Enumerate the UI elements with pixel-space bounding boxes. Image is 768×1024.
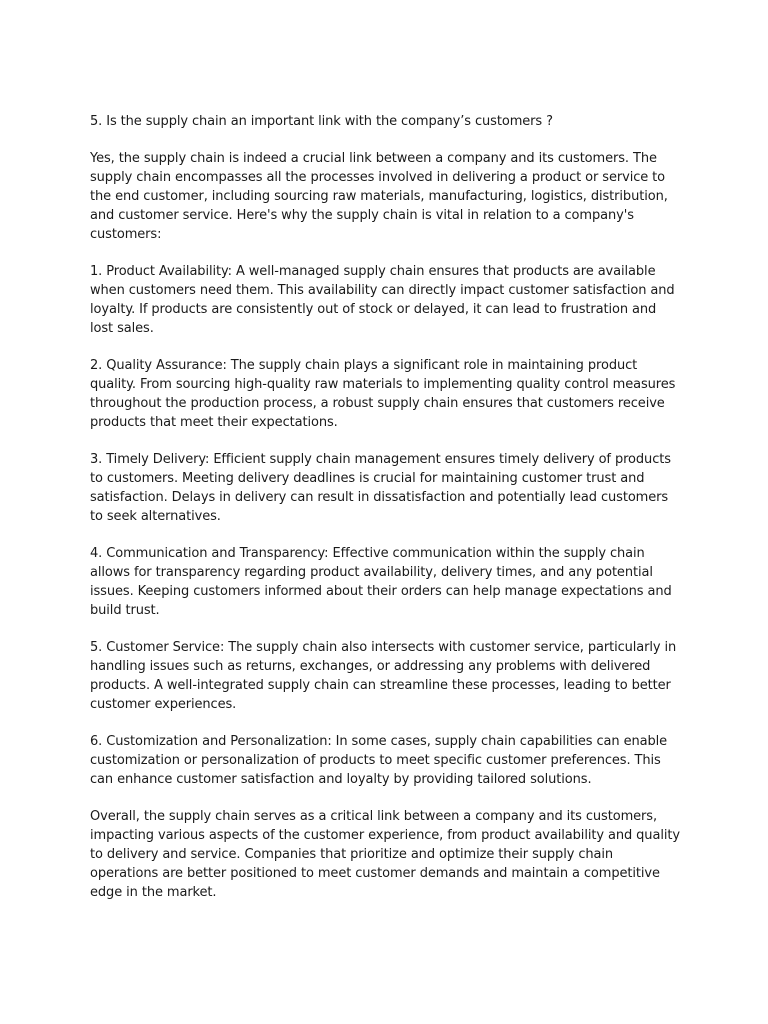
intro-paragraph: Yes, the supply chain is indeed a crucial link between a company and its customers. The supply chain encompasses all the processes involved in delivering a product or service to the end customer, including sourcing raw materials, manufacturing, logistics, distribution, and customer service. Here's why the supply chain is vital in relation to a company's customers:: [90, 151, 668, 242]
point-timely-delivery: 3. Timely Delivery: Efficient supply chain management ensures timely delivery of products to customers. Meeting delivery deadlines is crucial for maintaining customer trust and satisfaction. Delays in delivery can result in dissatisfaction and potentially lead customers to seek alternatives.: [90, 452, 671, 524]
point-product-availability: 1. Product Availability: A well-managed supply chain ensures that products are available when customers need them. This availability can directly impact customer satisfaction and loyalty. If products are consistently out of stock or delayed, it can lead to frustration and lost sales.: [90, 264, 675, 336]
document-page: [90, 112, 682, 920]
point-customer-service: 5. Customer Service: The supply chain also intersects with customer service, particularly in handling issues such as returns, exchanges, or addressing any problems with delivered products. A well-integrated supply chain can streamline these processes, leading to better customer experiences.: [90, 640, 677, 712]
point-quality-assurance: 2. Quality Assurance: The supply chain plays a significant role in maintaining product quality. From sourcing high-quality raw materials to implementing quality control measures throughout the production process, a robust supply chain ensures that customers receive products that meet their expectations.: [90, 358, 676, 430]
point-communication-transparency: 4. Communication and Transparency: Effective communication within the supply chain allows for transparency regarding product availability, delivery times, and any potential issues. Keeping customers informed about their orders can help manage expectations and build trust.: [90, 546, 672, 618]
point-customization-personalization: 6. Customization and Personalization: In some cases, supply chain capabilities can enable customization or personalization of products to meet specific customer preferences. This can enhance customer satisfaction and loyalty by providing tailored solutions.: [90, 734, 668, 787]
conclusion-paragraph: Overall, the supply chain serves as a critical link between a company and its customers, impacting various aspects of the customer experience, from product availability and quality to delivery and service. Companies that prioritize and optimize their supply chain operations are better positioned to meet customer demands and maintain a competitive edge in the market.: [90, 809, 680, 900]
question-heading: 5. Is the supply chain an important link with the company’s customers ?: [90, 114, 553, 129]
